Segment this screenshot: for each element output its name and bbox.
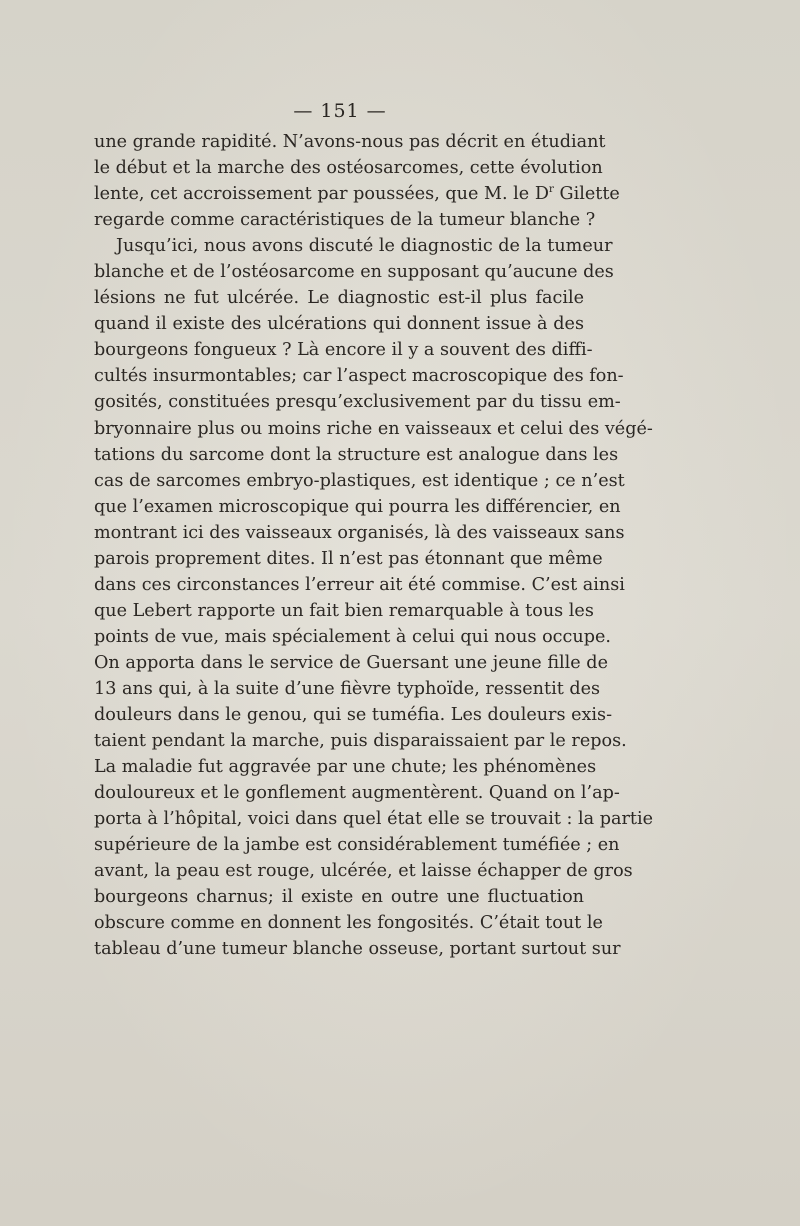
text-line: cas de sarcomes embryo-plastiques, est identique ; ce n’est [94, 470, 625, 491]
text-line: tations du sarcome dont la structure est analogue dans les [94, 444, 619, 465]
text-line: tableau d’une tumeur blanche osseuse, portant surtout sur [94, 939, 621, 960]
text-line: points de vue, mais spécialement à celui qui nous occupe. [94, 626, 611, 647]
text-line: avant, la peau est rouge, ulcérée, et laisse échapper de gros [94, 861, 633, 882]
text-line-part: Gilette [553, 184, 620, 205]
text-line: Jusqu’ici, nous avons discuté le diagnostic de la tumeur [116, 236, 613, 257]
text-line: regarde comme caractéristiques de la tumeur blanche ? [94, 210, 596, 231]
text-line: blanche et de l’ostéosarcome en supposant qu’aucune des [94, 262, 614, 283]
text-line: supérieure de la jambe est considérablement tuméfiée ; en [94, 835, 620, 856]
text-line: 13 ans qui, à la suite d’une fièvre typhoïde, ressentit des [94, 678, 601, 699]
text-line: montrant ici des vaisseaux organisés, là des vaisseaux sans [94, 522, 625, 543]
text-line: gosités, constituées presqu’exclusivement par du tissu em- [94, 392, 621, 413]
text-line: parois proprement dites. Il n’est pas étonnant que même [94, 548, 603, 569]
text-line: On apporta dans le service de Guersant une jeune fille de [94, 652, 608, 673]
text-line: dans ces circonstances l’erreur ait été commise. C’est ainsi [94, 574, 625, 595]
text-line: La maladie fut aggravée par une chute; les phénomènes [94, 757, 597, 778]
text-line: douloureux et le gonflement augmentèrent. Quand on l’ap- [94, 783, 620, 804]
text-line: obscure comme en donnent les fongosités. C’était tout le [94, 913, 603, 934]
text-line: lésions ne fut ulcérée. Le diagnostic est-il plus facile [94, 288, 584, 309]
page-number: — 151 — [293, 100, 387, 122]
text-line: douleurs dans le genou, qui se tuméfia. Les douleurs exis- [94, 705, 613, 726]
text-line: bourgeons charnus; il existe en outre une fluctuation [94, 887, 584, 908]
text-line: le début et la marche des ostéosarcomes, cette évolution [94, 158, 603, 179]
text-line: que Lebert rapporte un fait bien remarquable à tous les [94, 600, 594, 621]
superscript: r [548, 183, 554, 196]
text-line: cultés insurmontables; car l’aspect macroscopique des fon- [94, 366, 624, 387]
text-line: bryonnaire plus ou moins riche en vaisseaux et celui des végé- [94, 418, 653, 439]
text-line: une grande rapidité. N’avons-nous pas décrit en étudiant [94, 132, 606, 152]
text-line: que l’examen microscopique qui pourra les différencier, en [94, 496, 621, 517]
body-text [94, 129, 654, 963]
text-line: taient pendant la marche, puis disparaissaient par le repos. [94, 731, 627, 752]
text-line: porta à l’hôpital, voici dans quel état elle se trouvait : la partie [94, 809, 654, 830]
text-line-part: lente, cet accroissement par poussées, que M. le D [94, 184, 549, 205]
text-line: quand il existe des ulcérations qui donnent issue à des [94, 314, 584, 335]
text-line: bourgeons fongueux ? Là encore il y a souvent des diffi- [94, 340, 593, 361]
text-line-with-superscript [94, 181, 620, 207]
